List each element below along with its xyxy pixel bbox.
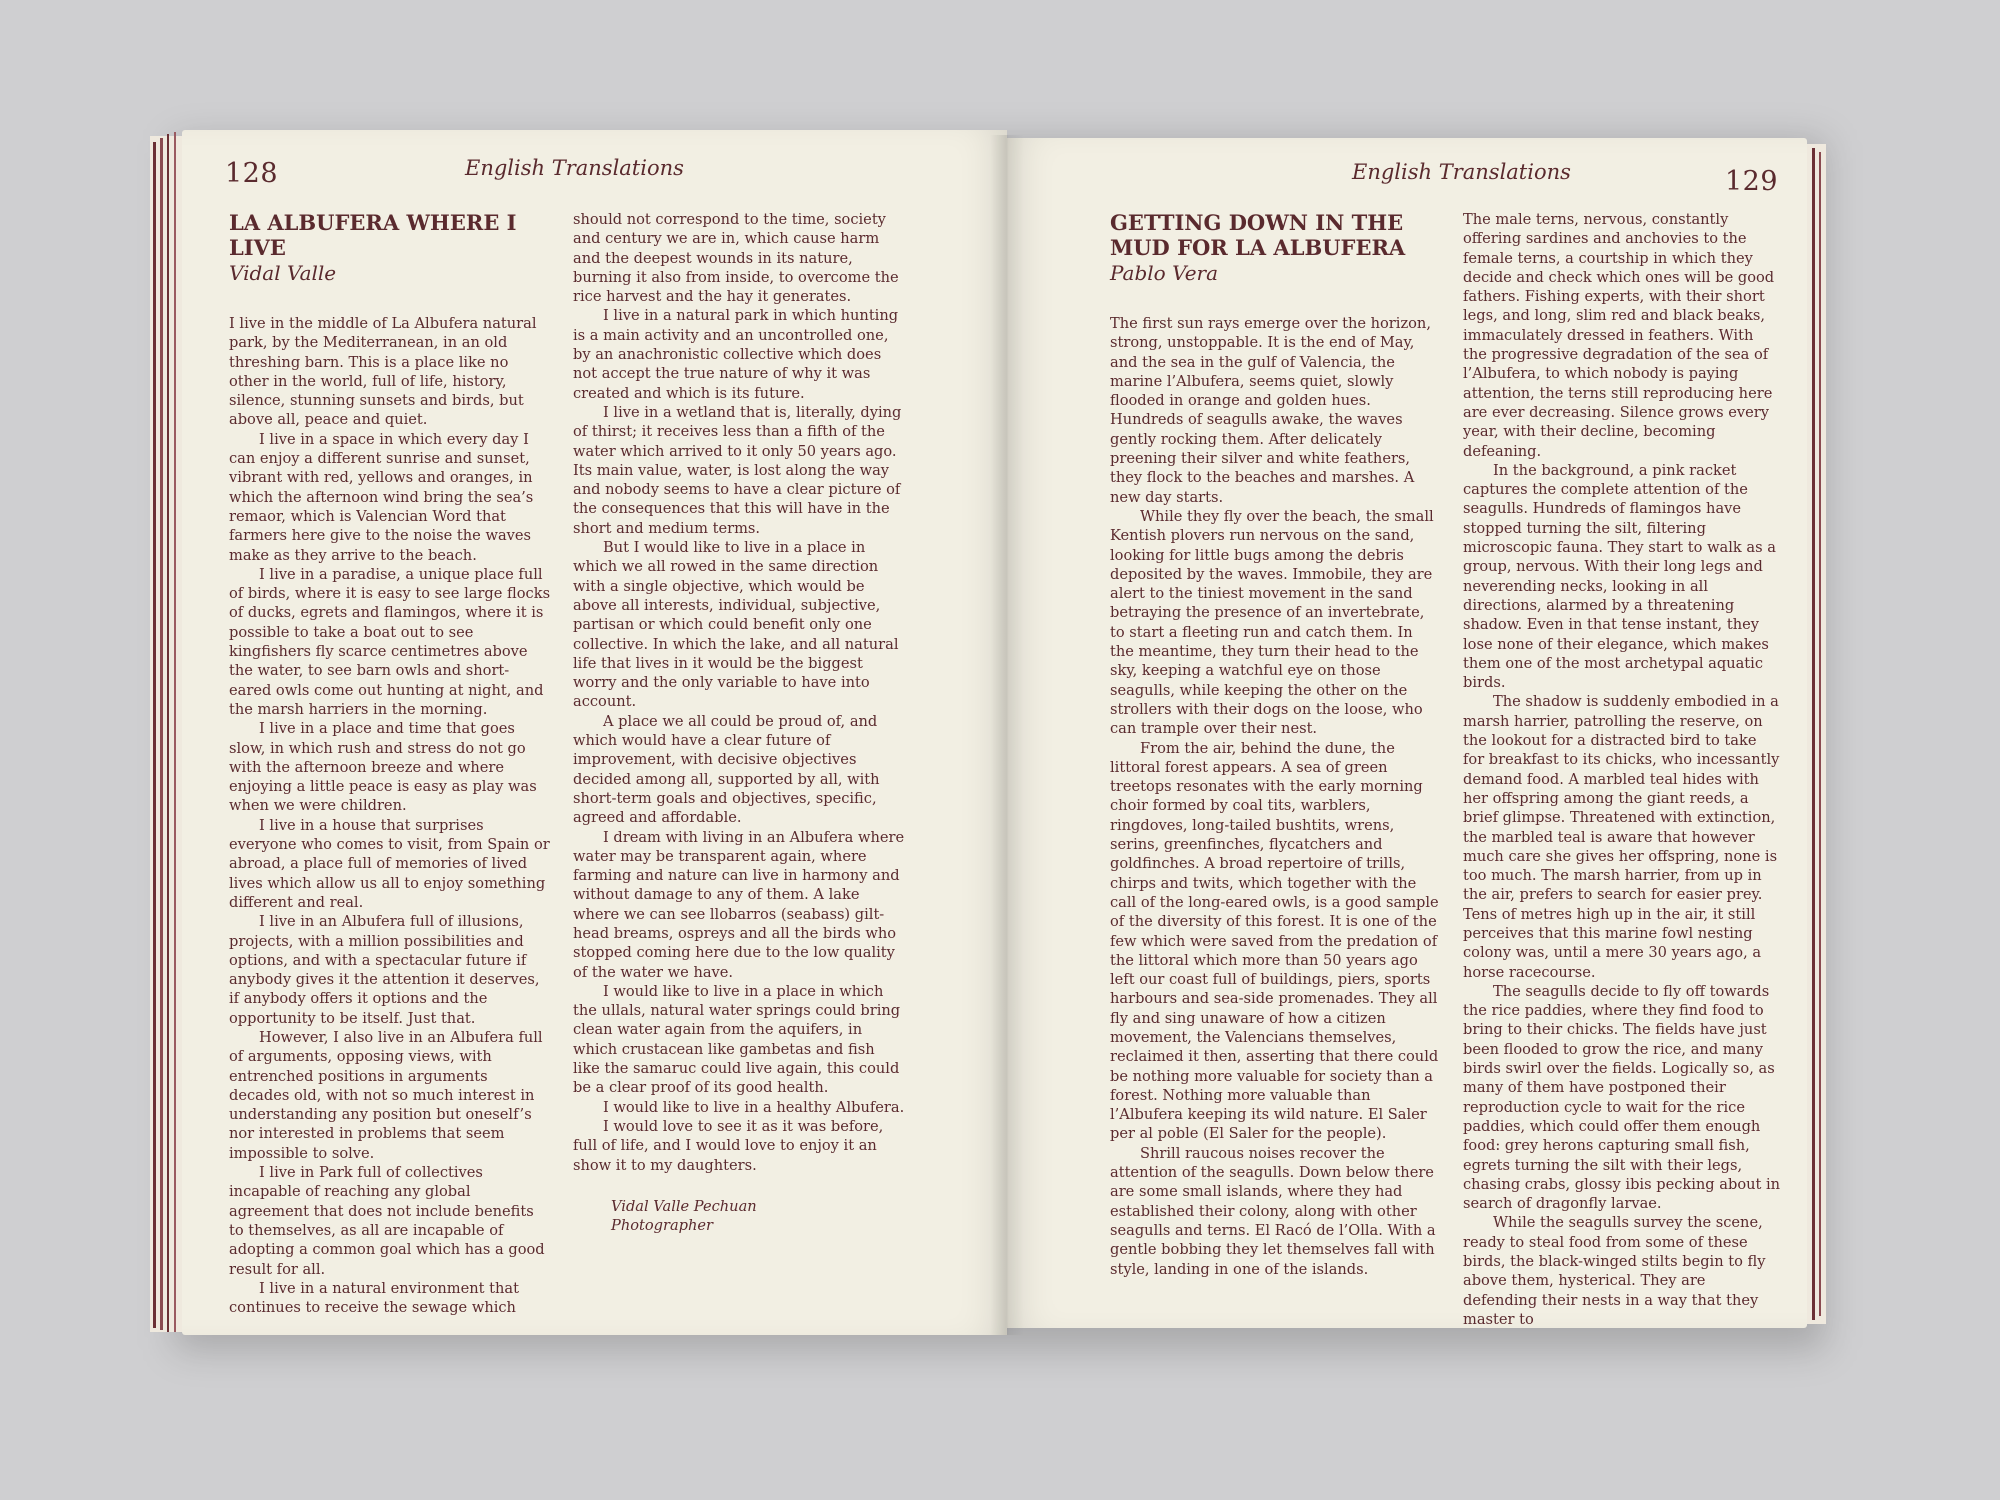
paragraph: I live in a house that surprises everyone who comes to visit, from Spain or abroad, a place full of memories of lived lives which allow us all to enjoy something different and real. xyxy=(229,816,550,911)
paragraph: I live in a wetland that is, literally, dying of thirst; it receives less than a fifth of the water which arrived to it only 50 years ago. Its main value, water, is lost along the way and nobody seems to have a clear picture of the consequences that this will have in the short and medium terms. xyxy=(573,403,902,537)
page-number: 129 xyxy=(1725,166,1779,197)
paragraph: While the seagulls survey the scene, ready to steal food from some of these birds, the black-winged stilts begin to fly above them, hysterical. They are defending their nests in a way that they master to xyxy=(1463,1214,1766,1328)
paragraph: I live in a natural park in which hunting is a main activity and an uncontrolled one, by an anachronistic collective which does not accept the true nature of why it was created and which is its future. xyxy=(573,307,899,402)
right-edge-stripe xyxy=(1819,152,1821,1316)
left-edge-stripe xyxy=(174,132,176,1332)
running-head: English Translations xyxy=(465,156,684,180)
paragraph: I would like to live in a place in which the ullals, natural water springs could bring clean water again from the aquifers, in which crustacean like gambetas and fish like the samaruc could live again, this could be a clear proof of its good health. xyxy=(573,982,901,1097)
paragraph: The first sun rays emerge over the horizon, strong, unstoppable. It is the end of May, and the sea in the gulf of Valencia, the marine l’Albufera, seems quiet, slowly flooded in orange and golden hues. Hundreds of seagulls awake, the waves gently rocking them. After delicately preening their silver and white feathers, they flock to the beaches and marshes. A new day starts. xyxy=(1110,315,1431,506)
paragraph: I live in the middle of La Albufera natural park, by the Mediterranean, in an old threshing barn. This is a place like no other in the world, full of life, history, silence, stunning sunsets and birds, but above all, peace and quiet. xyxy=(229,315,537,429)
paragraph: The male terns, nervous, constantly offering sardines and anchovies to the female terns, a courtship in which they decide and check which ones will be good fathers. Fishing experts, with their short legs, and long, slim red and black beaks, immaculately dressed in feathers. With the progressive degradation of the sea of l’Albufera, to which nobody is paying attention, the terns still reproducing here are ever decreasing. Silence grows every year, with their decline, becoming defeaning. xyxy=(1463,211,1775,460)
article-author: Pablo Vera xyxy=(1110,261,1219,285)
paragraph: should not correspond to the time, society and century we are in, which cause harm and the deepest wounds in its nature, burning it also from inside, to overcome the rice harvest and the hay it generates. xyxy=(573,211,899,306)
paragraph: I dream with living in an Albufera where water may be transparent again, where farming and nature can live in harmony and without damage to any of them. A lake where we can see llobarros (seabass) gilt-head breams, ospreys and all the birds who stopped coming here due to the low quality of the water we have. xyxy=(573,828,905,981)
right-edge-stripe xyxy=(1812,148,1815,1320)
paragraph: I live in a natural environment that continues to receive the sewage which xyxy=(229,1279,519,1317)
left-page xyxy=(182,130,1007,1335)
running-head: English Translations xyxy=(1352,160,1571,184)
paragraph: A place we all could be proud of, and which would have a clear future of improvement, with decisive objectives decided among all, supported by all, with short-term goals and objectives, specific, agreed and affordable. xyxy=(573,712,880,827)
paragraph: I live in Park full of collectives incapable of reaching any global agreement that does not include benefits to themselves, as all are incapable of adopting a common goal which has a good result for all. xyxy=(229,1164,545,1278)
signature xyxy=(573,1197,905,1236)
signature-name: Vidal Valle Pechuan xyxy=(611,1197,757,1215)
article-title: LA ALBUFERA WHERE I LIVE xyxy=(229,210,517,260)
signature-role: Photographer xyxy=(611,1217,714,1235)
article-column-1 xyxy=(1110,210,1440,1279)
article-author: Vidal Valle xyxy=(229,261,337,285)
article-title: GETTING DOWN IN THE MUD FOR LA ALBUFERA xyxy=(1110,210,1406,260)
book-gutter xyxy=(990,135,1024,1335)
paragraph: I live in a place and time that goes slow, in which rush and stress do not go with the afternoon breeze and where enjoying a little peace is easy as play was when we were children. xyxy=(229,720,537,815)
paragraph: I would love to see it as it was before, full of life, and I would love to enjoy it an show it to my daughters. xyxy=(573,1117,884,1174)
paragraph: From the air, behind the dune, the littoral forest appears. A sea of green treetops resonates with the early morning choir formed by coal tits, warblers, ringdoves, long-tailed bushtits, wrens, serins, greenfinches, flycatchers and goldfinches. A broad repertoire of trills, chirps and twits, which together with the call of the long-eared owls, is a good sample of the diversity of this forest. It is one of the few which were saved from the predation of the littoral which more than 50 years ago left our coast full of buildings, piers, sports harbours and sea-side promenades. They all fly and sing unaware of how a citizen movement, the Valencians themselves, reclaimed it then, asserting that there could be nothing more valuable for society than a forest. Nothing more valuable than l’Albufera keeping its wild nature. El Saler per al poble (El Saler for the people). xyxy=(1110,739,1439,1143)
page-number: 128 xyxy=(225,158,279,189)
article-column-2 xyxy=(1463,210,1781,1328)
paragraph: But I would like to live in a place in which we all rowed in the same direction with a single objective, which would be above all interests, individual, subjective, partisan or which could benefit only one collective. In which the lake, and all natural life that lives in it would be the biggest worry and the only variable to have into account. xyxy=(573,539,899,711)
paragraph: The seagulls decide to fly off towards the rice paddies, where they find food to bring to their chicks. The fields have just been flooded to grow the rice, and many birds swirl over the fields. Logically so, as many of them have postponed their reproduction cycle to wait for the rice paddies, which could offer them enough food: grey herons capturing small fish, egrets turning the silt with their legs, chasing crabs, glossy ibis pecking about in search of dragonfly larvae. xyxy=(1463,982,1781,1213)
article-column-2 xyxy=(573,210,905,1235)
paragraph: I live in a paradise, a unique place full of birds, where it is easy to see large flocks of ducks, egrets and flamingos, where it is possible to take a boat out to see kingfishers fly scarce centimetres above the water, to see barn owls and short-eared owls come out hunting at night, and the marsh harriers in the morning. xyxy=(229,565,551,718)
left-edge-stripe xyxy=(153,142,156,1328)
paragraph: I would like to live in a healthy Albufera. xyxy=(603,1098,905,1116)
left-edge-stripe xyxy=(167,134,169,1332)
paragraph: The shadow is suddenly embodied in a marsh harrier, patrolling the reserve, on the lookout for a distracted bird to take for breakfast to its chicks, who incessantly demand food. A marbled teal hides with her offspring among the giant reeds, a brief glimpse. Threatened with extinction, the marbled teal is aware that however much care she gives her offspring, none is too much. The marsh harrier, from up in the air, prefers to search for easier prey. Tens of metres high up in the air, it still perceives that this marine fowl nesting colony was, until a mere 30 years ago, a horse racecourse. xyxy=(1463,693,1780,981)
left-edge-stripe xyxy=(160,138,163,1330)
paragraph: I live in a space in which every day I can enjoy a different sunrise and sunset, vibrant with red, yellows and oranges, in which the afternoon wind bring the sea’s remaor, which is Valencian Word that farmers here give to the noise the waves make as they arrive to the beach. xyxy=(229,430,534,564)
paragraph: However, I also live in an Albufera full of arguments, opposing views, with entrenched positions in arguments decades old, with not so much interest in understanding any position but oneself’s nor interested in problems that seem impossible to solve. xyxy=(229,1028,543,1162)
paragraph: In the background, a pink racket captures the complete attention of the seagulls. Hundreds of flamingos have stopped turning the silt, filtering microscopic fauna. They start to walk as a group, nervous. With their long legs and neverending necks, looking in all directions, alarmed by a threatening shadow. Even in that tense instant, they lose none of their elegance, which makes them one of the most archetypal aquatic birds. xyxy=(1463,461,1776,692)
article-column-1 xyxy=(229,210,551,1317)
paragraph: Shrill raucous noises recover the attention of the seagulls. Down below there are some small islands, where they had established their colony, along with other seagulls and terns. El Racó de l’Olla. With a gentle bobbing they let themselves fall with style, landing in one of the islands. xyxy=(1110,1144,1436,1278)
paragraph: I live in an Albufera full of illusions, projects, with a million possibilities and options, and with a spectacular future if anybody gives it the attention it deserves, if anybody offers it options and the opportunity to be itself. Just that. xyxy=(229,913,540,1027)
right-page xyxy=(1007,138,1807,1328)
paragraph: While they fly over the beach, the small Kentish plovers run nervous on the sand, looking for little bugs among the debris deposited by the waves. Immobile, they are alert to the tiniest movement in the sand betraying the presence of an invertebrate, to start a fleeting run and catch them. In the meantime, they turn their head to the sky, keeping a watchful eye on those seagulls, while keeping the other on the strollers with their dogs on the loose, who can trample over their nest. xyxy=(1110,507,1434,738)
